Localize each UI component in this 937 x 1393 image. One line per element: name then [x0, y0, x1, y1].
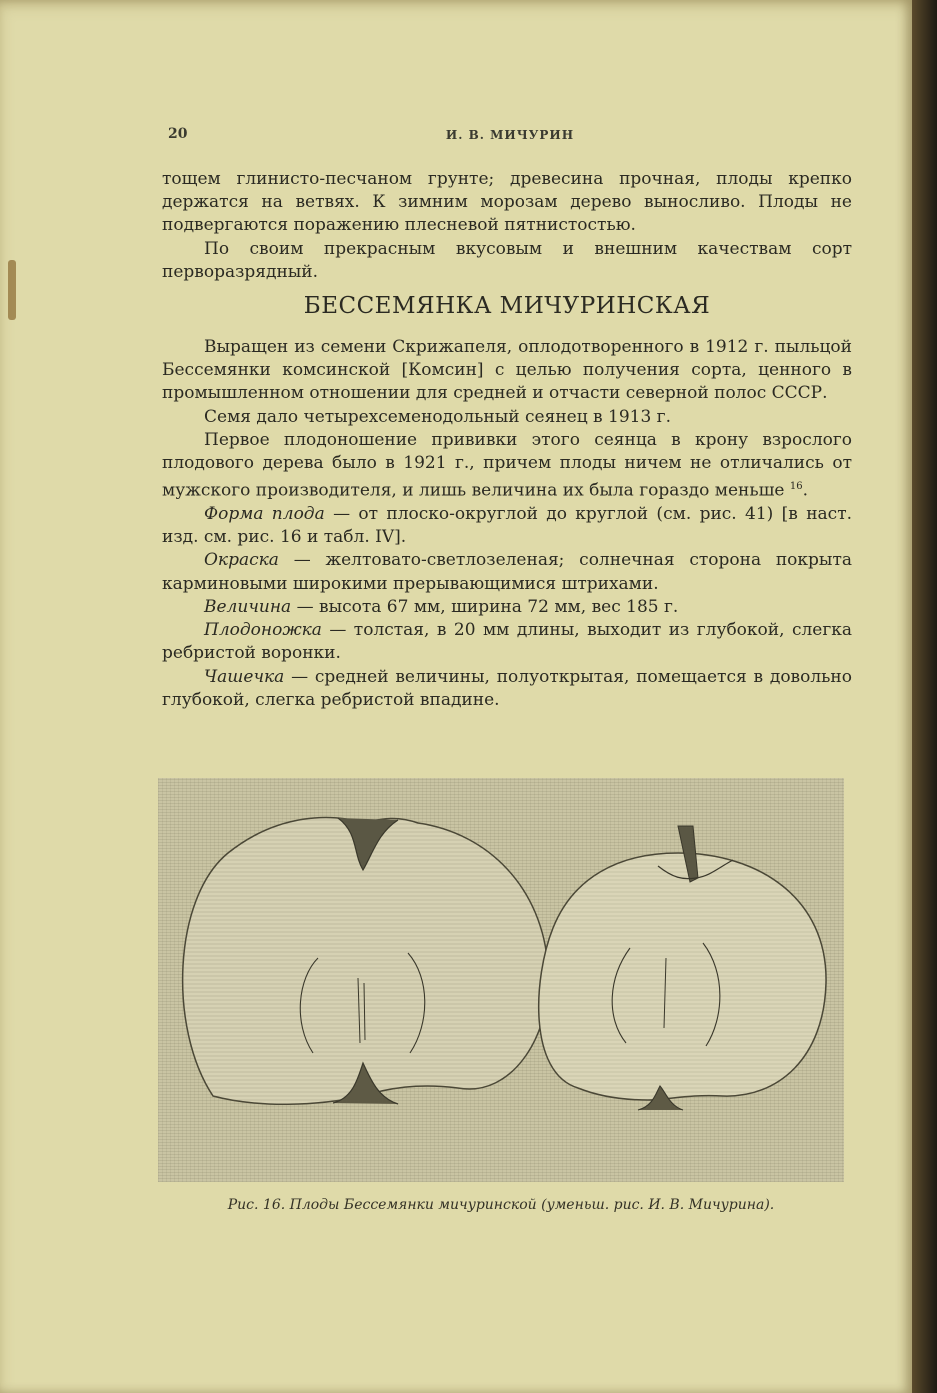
paragraph: Первое плодоношение прививки этого сеянца в крону взрослого плодового дерева было в 1921 г., причем плоды ничем не отличались от мужского производителя, и лишь величина их была гораздо меньше $^{16}$. — [162, 429, 852, 501]
binding-mark — [8, 260, 16, 320]
small-apple-half — [539, 826, 826, 1110]
description-stalk: Плодоножка — толстая, в 20 мм длины, выходит из глубокой, слегка ребристой воронки. — [162, 620, 852, 664]
footnote-ref: 16 — [789, 481, 803, 493]
page-edge — [912, 0, 937, 1393]
paragraph: Семя дало четырехсеменодольный сеянец в 1913 г. — [204, 406, 671, 427]
large-apple-half — [183, 817, 549, 1104]
running-head — [168, 126, 852, 146]
term: Форма плода — [204, 504, 325, 525]
section-heading: БЕССЕМЯНКА МИЧУРИНСКАЯ — [303, 293, 711, 319]
term: Плодоножка — [204, 620, 322, 641]
fruiting-text: Первое плодоношение прививки этого сеянца в крону взрослого плодового дерева было в 1921 г., причем плоды ничем не отличались от мужского производителя, и лишь величина их была гораздо меньше — [162, 429, 852, 501]
apple-figure — [158, 778, 844, 1182]
paragraph: тощем глинисто-песчаном грунте; древесина прочная, плоды крепко держатся на ветвях. К зимним морозам дерево выносливо. Плоды не подвергаются поражению плесневой пятнистостью. — [162, 169, 852, 236]
term: Чашечка — [204, 666, 285, 687]
page-number: 20 — [168, 126, 188, 142]
variety-description — [162, 336, 852, 712]
description-calyx: Чашечка — средней величины, полуоткрытая, помещается в довольно глубокой, слегка ребристой впадине. — [162, 666, 852, 710]
apple-illustration — [158, 778, 844, 1182]
description-shape: Форма плода — от плоско-округлой до круглой (см. рис. 41) [в наст. изд. см. рис. 16 и табл. IV]. — [162, 504, 852, 548]
description-size: Величина — высота 67 мм, ширина 72 мм, вес 185 г. — [204, 596, 679, 617]
term: Величина — [204, 596, 292, 617]
figure-caption: Рис. 16. Плоды Бессемянки мичуринской (уменьш. рис. И. В. Мичурина). — [227, 1197, 775, 1213]
continued-text — [162, 168, 852, 284]
description-color: Окраска — желтовато-светлозеленая; солнечная сторона покрыта карминовыми широкими прерывающимися штрихами. — [162, 550, 852, 594]
paragraph: Выращен из семени Скрижапеля, оплодотворенного в 1912 г. пыльцой Бессемянки комсинской [Комсин] с целью получения сорта, ценного в промышленном отношении для средней и отчасти северной полос СССР. — [162, 337, 852, 404]
paragraph: По своим прекрасным вкусовым и внешним качествам сорт перворазрядный. — [162, 238, 852, 282]
running-head-author: И. В. МИЧУРИН — [445, 128, 575, 142]
term: Окраска — [204, 550, 279, 571]
